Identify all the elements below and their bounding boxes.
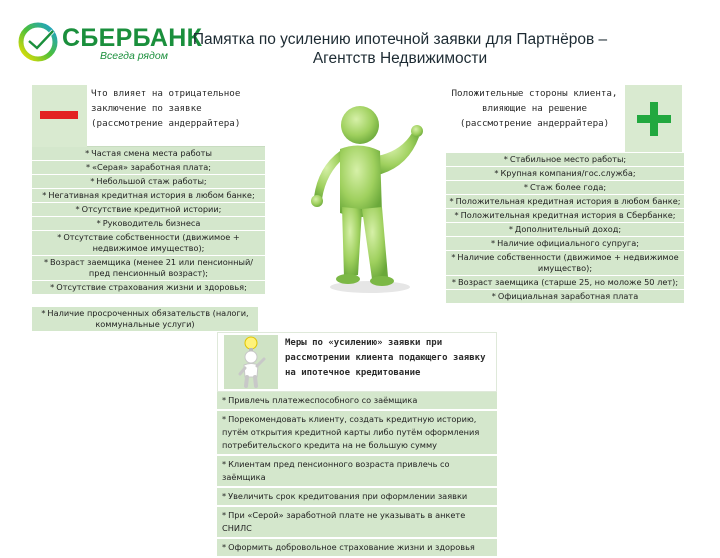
list-item: * Наличие собственности (движимое + недвижимое имущество); (446, 251, 684, 276)
list-item: * Положительная кредитная история в любом банке; (446, 195, 684, 209)
list-item: * Наличие официального супруга; (446, 237, 684, 251)
sberbank-logo (18, 20, 203, 70)
list-item: * «Серая» заработная плата; (32, 161, 265, 175)
positive-factors-list (446, 153, 684, 304)
list-item: * Отсутствие собственности (движимое + недвижимое имущество); (32, 231, 265, 256)
list-item: * Частая смена места работы (32, 147, 265, 161)
page-title: Памятка по усилению ипотечной заявки для Партнёров – Агентств Недвижимости (192, 31, 608, 67)
list-item: * Небольшой стаж работы; (32, 175, 265, 189)
list-item: * Возраст заемщика (старше 25, но моложе 50 лет); (446, 276, 684, 290)
plus-icon-vertical (650, 102, 658, 136)
brand-slogan: Всегда рядом (100, 50, 168, 62)
list-item: * При «Серой» заработной плате не указывать в анкете СНИЛС (217, 507, 497, 539)
lightbulb-figure-icon (224, 335, 278, 389)
list-item: * Стабильное место работы; (446, 153, 684, 167)
negative-header: Что влияет на отрицательное заключение по заявке (рассмотрение андеррайтера) (87, 85, 265, 147)
list-item: * Руководитель бизнеса (32, 217, 265, 231)
negative-extra-list (32, 307, 258, 332)
green-figure-illustration (300, 95, 445, 295)
list-item: * Оформить добровольное страхование жизни и здоровья (217, 539, 497, 558)
list-item: * Привлечь платежеспособного со заёмщика (217, 392, 497, 411)
positive-header: Положительные стороны клиента, влияющие на решение (рассмотрение андеррайтера) (444, 85, 625, 152)
list-item: * Отсутствие кредитной истории; (32, 203, 265, 217)
list-item: * Положительная кредитная история в Сбербанке; (446, 209, 684, 223)
list-item: * Дополнительный доход; (446, 223, 684, 237)
list-item: * Отсутствие страхования жизни и здоровья; (32, 281, 265, 295)
list-item: * Возраст заемщика (менее 21 или пенсионный/пред пенсионный возраст); (32, 256, 265, 281)
negative-factors-list (32, 147, 265, 295)
plus-sign-box (625, 85, 682, 152)
list-item: * Увеличить срок кредитования при оформлении заявки (217, 488, 497, 507)
list-item: * Негативная кредитная история в любом банке; (32, 189, 265, 203)
measures-header: Меры по «усилению» заявки при рассмотрении клиента подающего заявку на ипотечное кредитование (285, 338, 486, 378)
measures-list (217, 392, 497, 558)
list-item: * Клиентам пред пенсионного возраста привлечь со заёмщика (217, 456, 497, 488)
list-item: * Порекомендовать клиенту, создать кредитную историю, путём открытия кредитной карты либо путём оформления потребительского кредита на не большую сумму (217, 411, 497, 456)
minus-icon (40, 111, 78, 119)
list-item: * Крупная компания/гос.служба; (446, 167, 684, 181)
list-item: * Официальная заработная плата (446, 290, 684, 304)
minus-sign-box (32, 85, 87, 147)
sberbank-logo-icon (18, 22, 58, 62)
list-item: * Стаж более года; (446, 181, 684, 195)
list-item: * Наличие просроченных обязательств (налоги, коммунальные услуги) (32, 307, 258, 332)
measures-header-box (217, 332, 497, 392)
brand-name: СБЕРБАНК (62, 24, 203, 52)
